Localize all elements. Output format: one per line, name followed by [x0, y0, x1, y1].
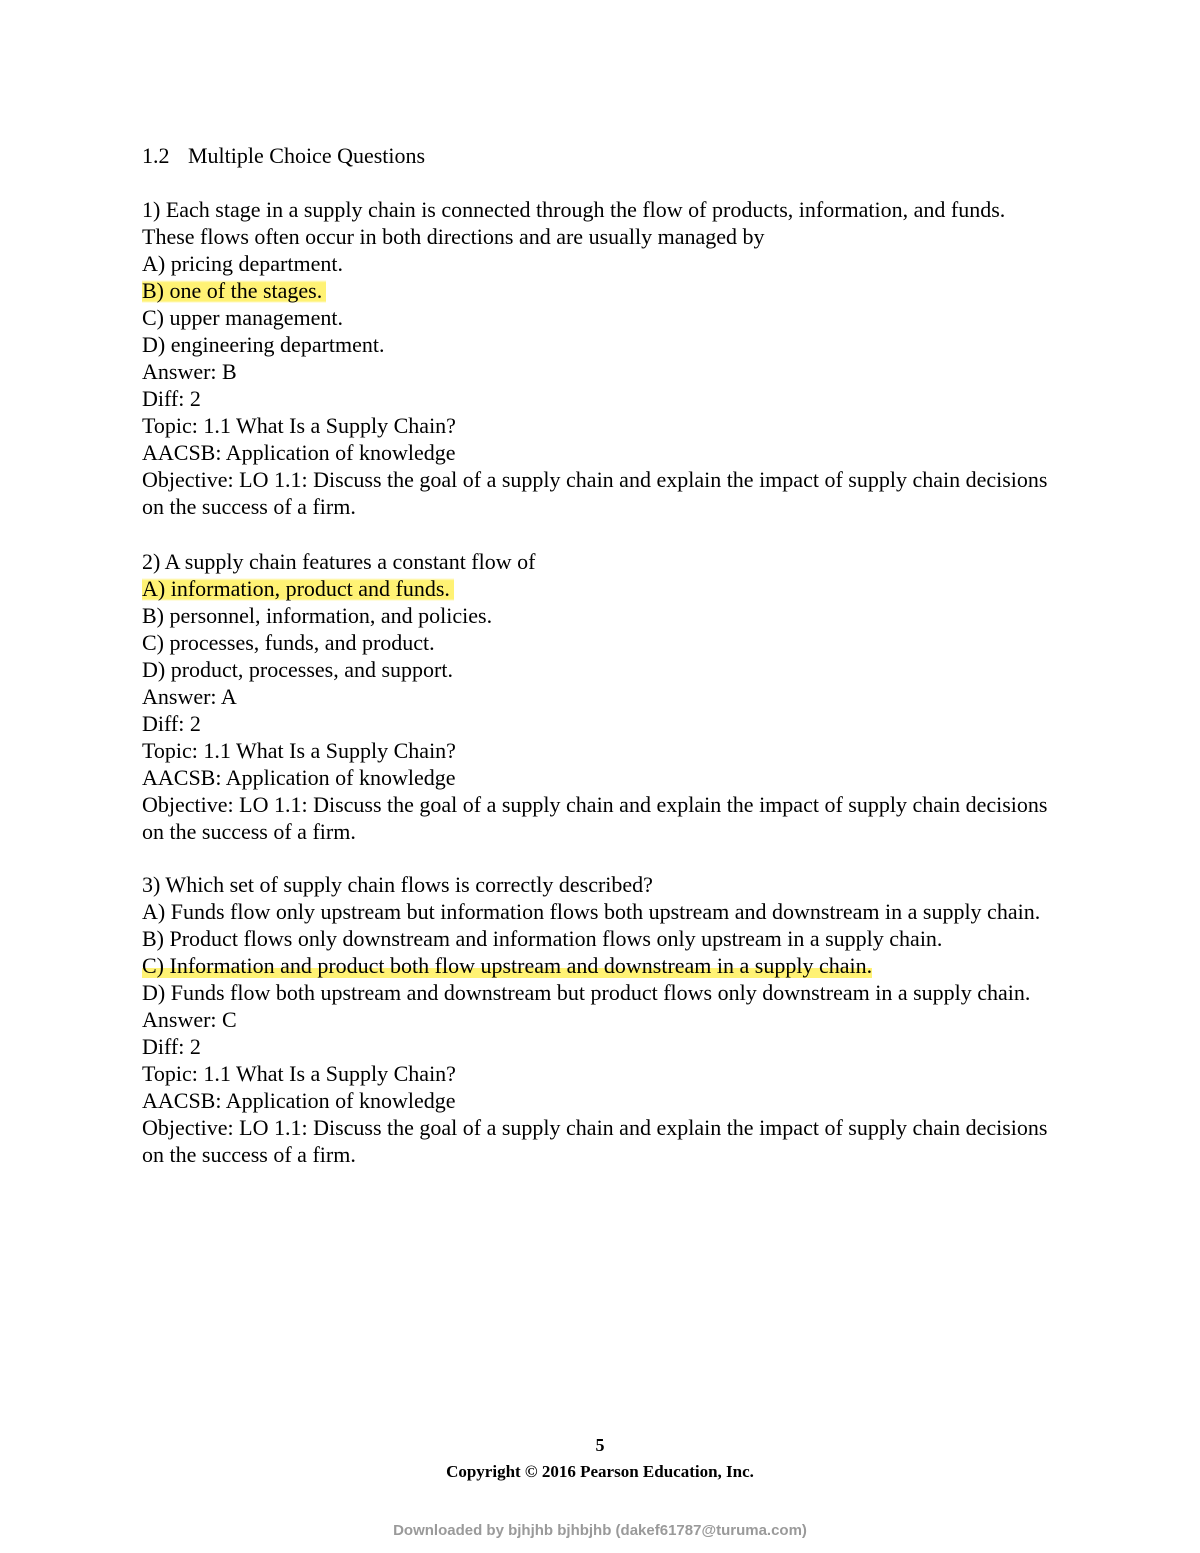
objective: Objective: LO 1.1: Discuss the goal of a supply chain and explain the impact of supply chain decisions on the success of a firm. — [142, 1115, 1048, 1167]
objective: Objective: LO 1.1: Discuss the goal of a supply chain and explain the impact of supply chain decisions on the success of a firm. — [142, 467, 1048, 519]
section-number: 1.2 — [142, 143, 170, 168]
difficulty: Diff: 2 — [142, 711, 201, 736]
page-number: 5 — [595, 1435, 605, 1455]
question-stem: 3) Which set of supply chain flows is correctly described? — [142, 872, 653, 897]
topic: Topic: 1.1 What Is a Supply Chain? — [142, 1061, 456, 1086]
topic: Topic: 1.1 What Is a Supply Chain? — [142, 738, 456, 763]
option-d: D) product, processes, and support. — [142, 657, 453, 682]
option-b: B) one of the stages. — [142, 278, 326, 303]
section-heading: Multiple Choice Questions — [188, 143, 426, 168]
answer: Answer: C — [142, 1007, 237, 1032]
answer: Answer: B — [142, 359, 237, 384]
section-title — [142, 142, 425, 169]
question-3 — [142, 871, 1062, 1168]
difficulty: Diff: 2 — [142, 1034, 201, 1059]
question-1 — [142, 196, 1062, 520]
option-a: A) pricing department. — [142, 251, 343, 276]
option-b: B) personnel, information, and policies. — [142, 603, 493, 628]
option-c: C) upper management. — [142, 305, 343, 330]
topic: Topic: 1.1 What Is a Supply Chain? — [142, 413, 456, 438]
question-2 — [142, 548, 1062, 845]
aacsb: AACSB: Application of knowledge — [142, 440, 456, 465]
option-a: A) information, product and funds. — [142, 576, 454, 601]
aacsb: AACSB: Application of knowledge — [142, 765, 456, 790]
question-stem: 1) Each stage in a supply chain is connected through the flow of products, information, and funds. These flows often occur in both directions and are usually managed by — [142, 197, 1006, 249]
option-d: D) Funds flow both upstream and downstream but product flows only downstream in a supply chain. — [142, 980, 1031, 1005]
option-c: C) Information and product both flow upstream and downstream in a supply chain. — [142, 953, 873, 978]
option-b: B) Product flows only downstream and information flows only upstream in a supply chain. — [142, 926, 943, 951]
answer: Answer: A — [142, 684, 237, 709]
copyright: Copyright © 2016 Pearson Education, Inc. — [446, 1462, 754, 1481]
option-d: D) engineering department. — [142, 332, 385, 357]
option-a: A) Funds flow only upstream but information flows both upstream and downstream in a supply chain. — [142, 899, 1041, 924]
objective: Objective: LO 1.1: Discuss the goal of a supply chain and explain the impact of supply chain decisions on the success of a firm. — [142, 792, 1048, 844]
difficulty: Diff: 2 — [142, 386, 201, 411]
question-stem: 2) A supply chain features a constant flow of — [142, 549, 536, 574]
download-watermark: Downloaded by bjhjhb bjhbjhb (dakef61787@turuma.com) — [393, 1522, 807, 1539]
aacsb: AACSB: Application of knowledge — [142, 1088, 456, 1113]
option-c: C) processes, funds, and product. — [142, 630, 435, 655]
